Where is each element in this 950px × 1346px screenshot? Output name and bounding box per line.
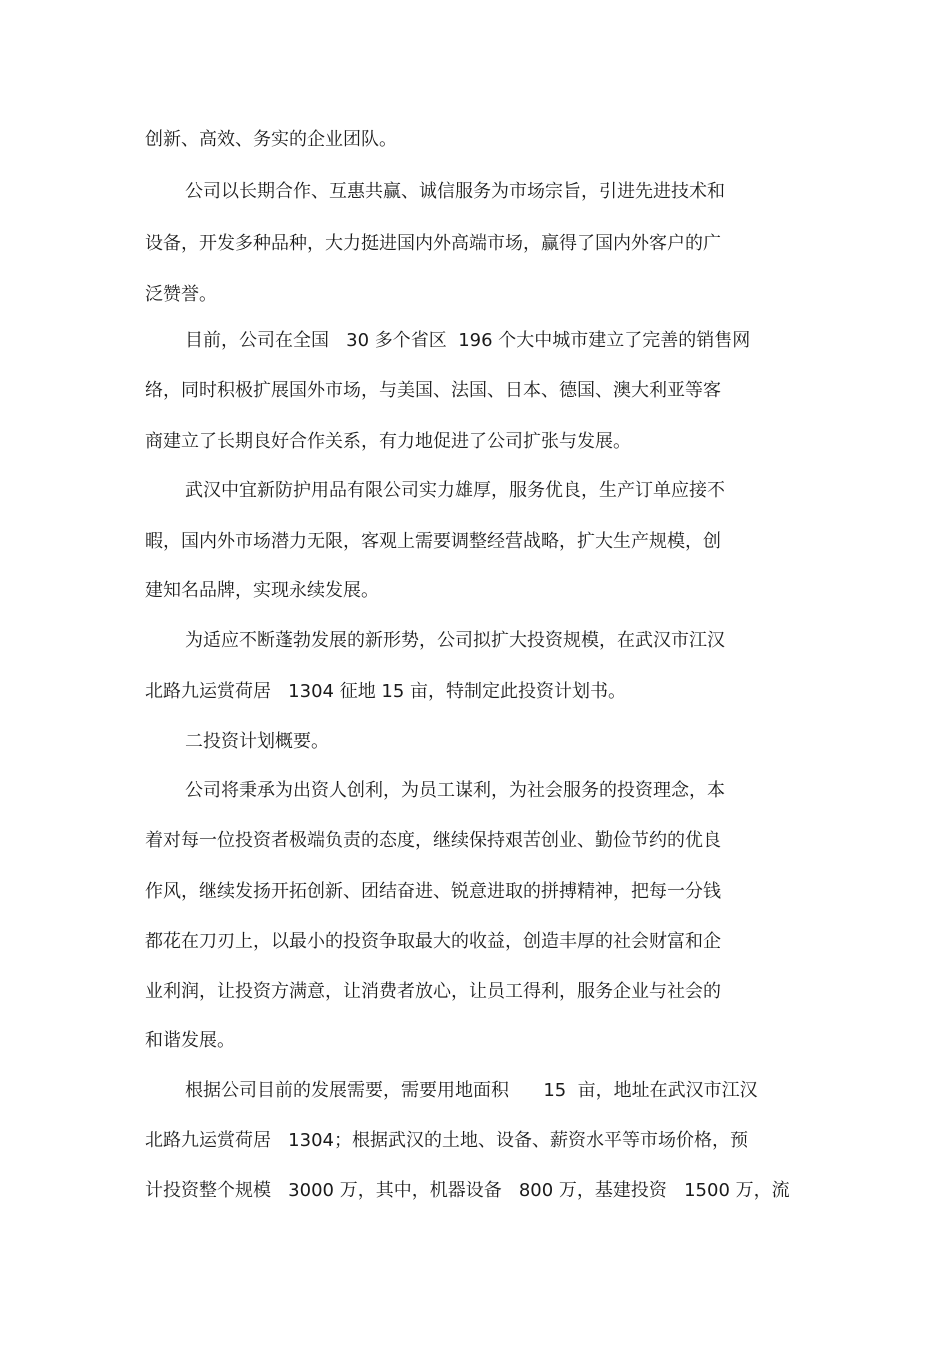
text-line: 络，同时积极扩展国外市场，与美国、法国、日本、德国、澳大利亚等客	[145, 380, 721, 401]
text-line: 北路九运赏荷居 1304；根据武汉的土地、设备、薪资水平等市场价格，预	[145, 1130, 748, 1151]
text-line: 武汉中宜新防护用品有限公司实力雄厚，服务优良，生产订单应接不	[185, 480, 725, 501]
text-line: 设备，开发多种品种，大力挺进国内外高端市场，赢得了国内外客户的广	[145, 233, 721, 254]
text-line: 泛赞誉。	[145, 284, 217, 305]
text-line: 公司以长期合作、互惠共赢、诚信服务为市场宗旨，引进先进技术和	[185, 181, 725, 202]
text-line: 创新、高效、务实的企业团队。	[145, 129, 397, 150]
text-line: 计投资整个规模 3000 万，其中，机器设备 800 万，基建投资 1500 万，流	[145, 1180, 790, 1201]
text-line: 根据公司目前的发展需要，需要用地面积 15 亩，地址在武汉市江汉	[185, 1080, 758, 1101]
text-line: 公司将秉承为出资人创利，为员工谋利，为社会服务的投资理念，本	[185, 780, 725, 801]
text-line: 暇，国内外市场潜力无限，客观上需要调整经营战略，扩大生产规模，创	[145, 531, 721, 552]
text-line: 作风，继续发扬开拓创新、团结奋进、锐意进取的拼搏精神，把每一分钱	[145, 881, 721, 902]
text-line: 目前，公司在全国 30 多个省区 196 个大中城市建立了完善的销售网	[185, 330, 751, 351]
text-line: 都花在刀刃上，以最小的投资争取最大的收益，创造丰厚的社会财富和企	[145, 931, 721, 952]
text-line: 建知名品牌，实现永续发展。	[145, 580, 379, 601]
text-line: 和谐发展。	[145, 1030, 235, 1051]
text-line: 业利润，让投资方满意，让消费者放心，让员工得利，服务企业与社会的	[145, 981, 721, 1002]
text-line: 商建立了长期良好合作关系，有力地促进了公司扩张与发展。	[145, 431, 631, 452]
text-line: 为适应不断蓬勃发展的新形势，公司拟扩大投资规模，在武汉市江汉	[185, 630, 725, 651]
text-line: 北路九运赏荷居 1304 征地 15 亩，特制定此投资计划书。	[145, 681, 627, 702]
section-heading: 二投资计划概要。	[185, 731, 329, 752]
text-line: 着对每一位投资者极端负责的态度，继续保持艰苦创业、勤俭节约的优良	[145, 830, 721, 851]
